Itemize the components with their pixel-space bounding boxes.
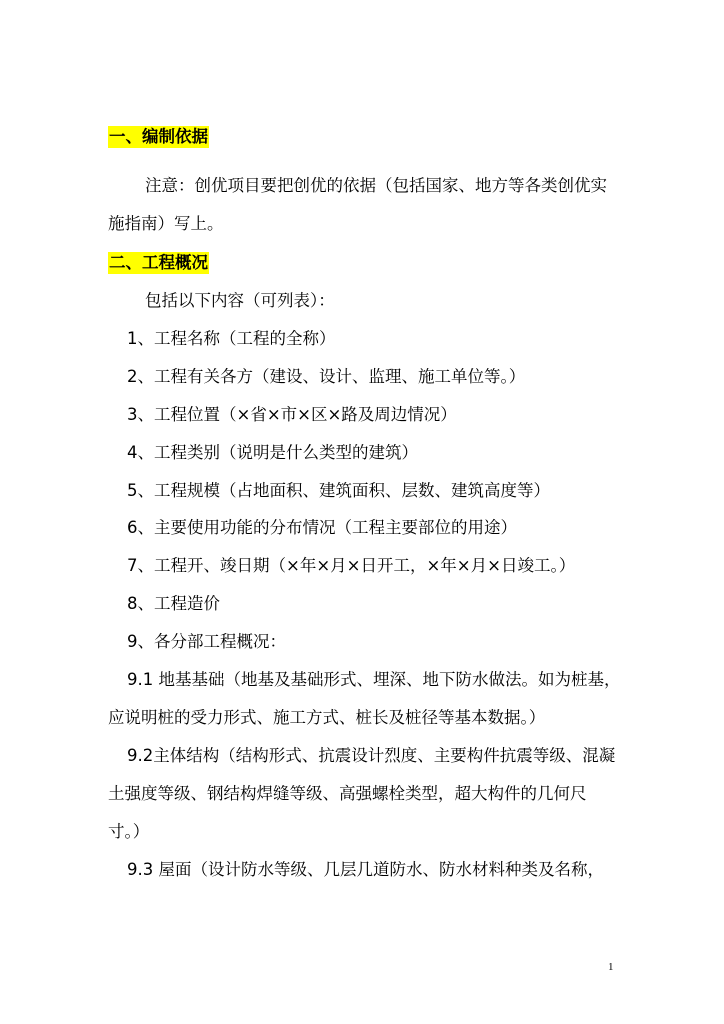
subitem-line: 寸。） [108, 822, 150, 841]
subitem-line: 土强度等级、钢结构焊缝等级、高强螺栓类型，超大构件的几何尺 [108, 784, 587, 803]
list-item: 3、工程位置（×省×市×区×路及周边情况） [127, 405, 457, 424]
subitem-line: 9.2主体结构（结构形式、抗震设计烈度、主要构件抗震等级、混凝 [127, 746, 616, 765]
subitem-line: 9.1 地基基础（地基及基础形式、埋深、地下防水做法。如为桩基， [127, 670, 621, 689]
section-heading-basis: 一、编制依据 [109, 127, 208, 146]
subitem-line: 应说明桩的受力形式、施工方式、桩长及桩径等基本数据。） [108, 708, 546, 727]
list-item: 5、工程规模（占地面积、建筑面积、层数、建筑高度等） [127, 481, 550, 500]
list-item: 9、各分部工程概况： [127, 632, 286, 651]
list-item: 2、工程有关各方（建设、设计、监理、施工单位等。） [127, 367, 526, 386]
overview-intro: 包括以下内容（可列表）： [145, 291, 335, 310]
list-item: 4、工程类别（说明是什么类型的建筑） [127, 443, 418, 462]
section-heading-overview: 二、工程概况 [109, 253, 208, 272]
paragraph-line: 注意：创优项目要把创优的依据（包括国家、地方等各类创优实 [145, 176, 607, 195]
page-number: 1 [608, 961, 614, 973]
list-item: 6、主要使用功能的分布情况（工程主要部位的用途） [127, 518, 517, 537]
subitem-line: 9.3 屋面（设计防水等级、几层几道防水、防水材料种类及名称， [127, 860, 604, 879]
list-item: 8、工程造价 [127, 594, 220, 613]
list-item: 7、工程开、竣日期（×年×月×日开工，×年×月×日竣工。） [127, 556, 576, 575]
paragraph-line: 施指南）写上。 [108, 214, 224, 233]
list-item: 1、工程名称（工程的全称） [127, 329, 336, 348]
